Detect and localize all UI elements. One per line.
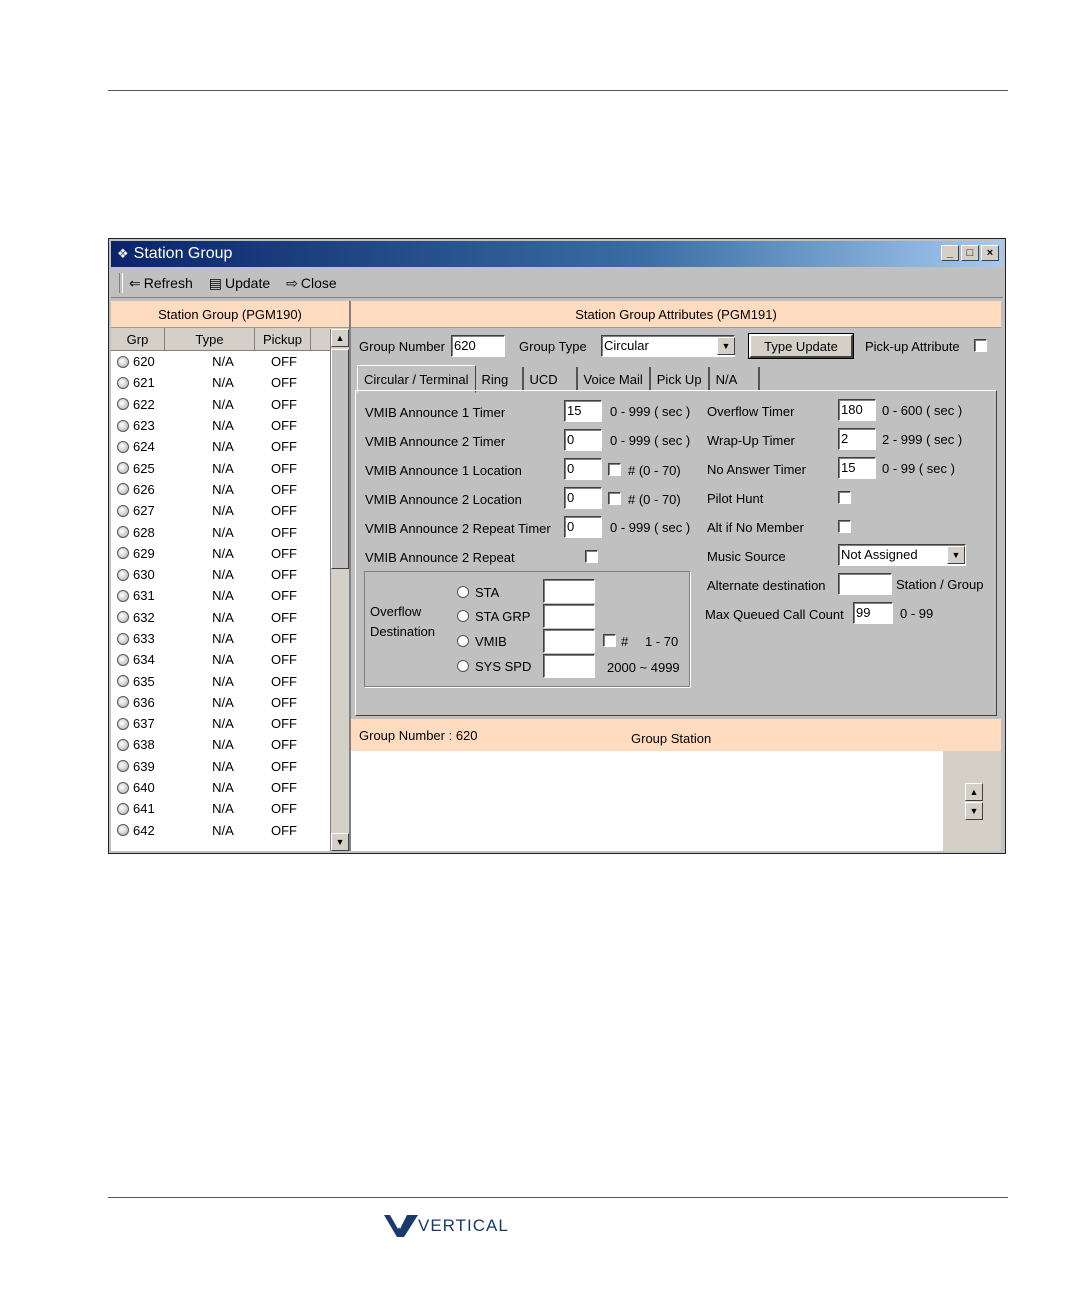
grp-cell <box>111 674 195 689</box>
table-row[interactable] <box>111 564 329 585</box>
grp-cell <box>111 801 195 816</box>
pickup-cell: OFF <box>271 652 297 668</box>
group-icon <box>117 398 129 410</box>
grp-value: 624 <box>133 439 155 455</box>
overflow-label: Overflow <box>370 604 422 619</box>
grp-cell <box>111 375 195 390</box>
overflow-vmib-range: 1 - 70 <box>645 634 679 649</box>
table-row[interactable] <box>111 756 329 777</box>
table-row[interactable] <box>111 585 329 606</box>
overflow-vmib-input[interactable] <box>543 629 595 653</box>
group-icon <box>117 611 129 623</box>
pickup-cell: OFF <box>271 503 297 519</box>
tab-na[interactable]: N/A <box>710 367 760 391</box>
grp-value: 635 <box>133 673 155 689</box>
group-station-title: Group Station <box>631 731 712 746</box>
group-icon <box>117 739 129 751</box>
table-row[interactable] <box>111 500 329 521</box>
group-type-label: Group Type <box>519 339 587 354</box>
vmib1-timer-input[interactable]: 15 <box>564 400 602 422</box>
vmib1-location-input[interactable]: 0 <box>564 458 602 480</box>
grp-value: 634 <box>133 652 155 668</box>
type-cell: N/A <box>212 545 234 561</box>
music-source-label: Music Source <box>707 549 786 564</box>
minimize-button[interactable]: _ <box>941 245 959 261</box>
back-arrow-icon: ⇐ <box>129 274 141 291</box>
type-cell: N/A <box>212 716 234 732</box>
vertical-logo <box>384 1215 509 1237</box>
vmib2-location-checkbox[interactable] <box>608 492 621 505</box>
overflow-sys-spd-input[interactable] <box>543 654 595 678</box>
grp-cell <box>111 461 195 476</box>
group-station-list[interactable] <box>351 751 943 851</box>
grp-value: 642 <box>133 822 155 838</box>
vmib2-timer-input[interactable]: 0 <box>564 429 602 451</box>
group-icon <box>117 675 129 687</box>
pickup-cell: OFF <box>271 567 297 583</box>
type-cell: N/A <box>212 780 234 796</box>
grp-value: 632 <box>133 609 155 625</box>
title-bar[interactable] <box>111 241 1003 267</box>
alternate-destination-suffix: Station / Group <box>896 577 984 592</box>
table-row[interactable] <box>111 479 329 500</box>
refresh-label: Refresh <box>143 275 193 291</box>
overflow-sta-grp-radio[interactable] <box>457 610 469 622</box>
type-cell: N/A <box>212 524 234 540</box>
table-row[interactable] <box>111 415 329 436</box>
pickup-cell: OFF <box>271 780 297 796</box>
station-group-list-panel <box>111 301 351 851</box>
table-row[interactable] <box>111 457 329 478</box>
pickup-cell: OFF <box>271 673 297 689</box>
type-cell: N/A <box>212 567 234 583</box>
wrapup-timer-range: 2 - 999 ( sec ) <box>882 432 963 447</box>
close-doc-icon: ⇨ <box>286 274 298 291</box>
grp-value: 639 <box>133 758 155 774</box>
pickup-cell: OFF <box>271 460 297 476</box>
pilot-hunt-label: Pilot Hunt <box>707 491 764 506</box>
overflow-sta-radio[interactable] <box>457 586 469 598</box>
scroll-up-arrow-icon[interactable]: ▲ <box>331 329 349 347</box>
pickup-cell: OFF <box>271 481 297 497</box>
max-queued-range: 0 - 99 <box>900 606 934 621</box>
type-cell: N/A <box>212 375 234 391</box>
group-icon <box>117 569 129 581</box>
pickup-cell: OFF <box>271 737 297 753</box>
app-icon: ❖ <box>117 246 129 261</box>
attributes-title: Station Group Attributes (PGM191) <box>351 301 1001 328</box>
pickup-attribute-checkbox[interactable] <box>974 339 987 352</box>
pickup-attribute-label: Pick-up Attribute <box>865 339 960 354</box>
pickup-cell: OFF <box>271 545 297 561</box>
grp-cell <box>111 418 195 433</box>
vmib2-repeat-timer-input[interactable]: 0 <box>564 516 602 538</box>
group-icon <box>117 590 129 602</box>
group-icon <box>117 441 129 453</box>
overflow-sys-spd-label: SYS SPD <box>475 659 532 674</box>
vmib2-timer-range: 0 - 999 ( sec ) <box>610 433 691 448</box>
group-type-select[interactable] <box>601 335 735 357</box>
type-cell: N/A <box>212 460 234 476</box>
type-cell: N/A <box>212 822 234 838</box>
group-station-number: Group Number : 620 <box>359 728 478 743</box>
col-grp[interactable]: Grp <box>111 328 165 350</box>
type-cell: N/A <box>212 631 234 646</box>
station-group-attributes-panel <box>351 301 1001 851</box>
pickup-cell: OFF <box>271 396 297 412</box>
group-icon <box>117 420 129 432</box>
grp-cell <box>111 525 195 540</box>
maximize-button[interactable]: □ <box>961 245 979 261</box>
tab-circular-terminal[interactable]: Circular / Terminal <box>357 365 476 393</box>
alternate-destination-label: Alternate destination <box>707 578 826 593</box>
grp-value: 620 <box>133 354 155 370</box>
vertical-logo-icon <box>384 1215 418 1237</box>
overflow-sta-input[interactable] <box>543 579 595 603</box>
close-label: Close <box>300 275 337 291</box>
group-icon <box>117 356 129 368</box>
type-cell: N/A <box>212 801 234 817</box>
type-cell: N/A <box>212 439 234 455</box>
grp-value: 628 <box>133 524 155 540</box>
group-icon <box>117 803 129 815</box>
col-type[interactable]: Type <box>165 328 255 350</box>
music-source-dropdown-icon[interactable]: ▼ <box>947 546 965 564</box>
type-cell: N/A <box>212 673 234 689</box>
vmib1-location-range: # (0 - 70) <box>628 463 681 478</box>
destination-label: Destination <box>370 624 436 639</box>
alternate-destination-input[interactable] <box>838 573 892 595</box>
update-button[interactable] <box>209 275 270 292</box>
grp-cell <box>111 482 195 497</box>
grp-cell <box>111 716 195 731</box>
grp-value: 621 <box>133 375 155 391</box>
table-row[interactable] <box>111 820 329 841</box>
vmib2-repeat-timer-range: 0 - 999 ( sec ) <box>610 520 691 535</box>
type-update-button[interactable]: Type Update <box>749 334 853 358</box>
table-row[interactable] <box>111 777 329 798</box>
col-pickup[interactable]: Pickup <box>255 328 311 350</box>
vmib2-repeat-timer-label: VMIB Announce 2 Repeat Timer <box>365 521 551 536</box>
pickup-cell: OFF <box>271 716 297 732</box>
vmib2-location-label: VMIB Announce 2 Location <box>365 492 522 507</box>
group-icon <box>117 633 129 645</box>
grp-value: 626 <box>133 481 155 497</box>
grp-cell <box>111 780 195 795</box>
grp-cell <box>111 610 195 625</box>
table-row[interactable] <box>111 713 329 734</box>
list-scrollbar[interactable] <box>330 329 349 851</box>
no-answer-timer-range: 0 - 99 ( sec ) <box>882 461 955 476</box>
station-group-window <box>108 238 1006 854</box>
grp-value: 629 <box>133 545 155 561</box>
group-icon <box>117 505 129 517</box>
type-cell: N/A <box>212 609 234 625</box>
type-cell: N/A <box>212 694 234 710</box>
max-queued-label: Max Queued Call Count <box>705 607 844 622</box>
group-icon <box>117 462 129 474</box>
vmib2-repeat-checkbox[interactable] <box>585 550 598 563</box>
station-group-rows <box>111 351 329 851</box>
overflow-vmib-hash: # <box>621 634 629 649</box>
pickup-cell: OFF <box>271 694 297 710</box>
pickup-cell: OFF <box>271 609 297 625</box>
type-cell: N/A <box>212 354 234 370</box>
pickup-cell: OFF <box>271 822 297 838</box>
overflow-vmib-radio[interactable] <box>457 635 469 647</box>
overflow-timer-range: 0 - 600 ( sec ) <box>882 403 963 418</box>
grp-cell <box>111 397 195 412</box>
alt-no-member-label: Alt if No Member <box>707 520 804 535</box>
grp-cell <box>111 652 195 667</box>
update-icon: ▤ <box>208 274 222 291</box>
station-group-list-title: Station Group (PGM190) <box>111 301 349 328</box>
type-cell: N/A <box>212 588 234 604</box>
group-station-spinner <box>943 751 1001 851</box>
spin-down-arrow-icon[interactable]: ▼ <box>965 802 983 820</box>
refresh-button[interactable] <box>129 275 193 292</box>
grp-value: 631 <box>133 588 155 604</box>
grp-cell <box>111 588 195 603</box>
overflow-sta-label: STA <box>475 585 500 600</box>
pickup-cell: OFF <box>271 375 297 391</box>
grp-cell <box>111 546 195 561</box>
pickup-cell: OFF <box>271 439 297 455</box>
spin-up-arrow-icon[interactable]: ▲ <box>965 783 983 801</box>
pickup-cell: OFF <box>271 524 297 540</box>
attribute-tabs <box>357 367 760 391</box>
grp-value: 625 <box>133 460 155 476</box>
vmib2-timer-label: VMIB Announce 2 Timer <box>365 434 506 449</box>
type-cell: N/A <box>212 652 234 668</box>
vmib2-repeat-label: VMIB Announce 2 Repeat <box>365 550 515 565</box>
group-icon <box>117 377 129 389</box>
grp-value: 638 <box>133 737 155 753</box>
type-cell: N/A <box>212 418 234 434</box>
type-cell: N/A <box>212 737 234 753</box>
grp-value: 622 <box>133 396 155 412</box>
group-number-input[interactable]: 620 <box>451 335 505 357</box>
overflow-sta-grp-input[interactable] <box>543 604 595 628</box>
table-row[interactable] <box>111 670 329 691</box>
vmib1-timer-range: 0 - 999 ( sec ) <box>610 404 691 419</box>
overflow-sta-grp-label: STA GRP <box>475 609 531 624</box>
vmib2-location-range: # (0 - 70) <box>628 492 681 507</box>
overflow-destination-group <box>364 571 690 687</box>
tab-pick-up[interactable]: Pick Up <box>651 367 710 391</box>
overflow-vmib-label: VMIB <box>475 634 507 649</box>
table-row[interactable] <box>111 372 329 393</box>
grp-cell <box>111 631 195 646</box>
grp-cell <box>111 737 195 752</box>
vmib1-location-label: VMIB Announce 1 Location <box>365 463 522 478</box>
tab-ring[interactable]: Ring <box>476 367 524 391</box>
grp-value: 641 <box>133 801 155 817</box>
group-icon <box>117 696 129 708</box>
table-row[interactable] <box>111 521 329 542</box>
grp-value: 630 <box>133 567 155 583</box>
type-cell: N/A <box>212 396 234 412</box>
wrapup-timer-label: Wrap-Up Timer <box>707 433 795 448</box>
table-row[interactable] <box>111 628 329 649</box>
table-row[interactable] <box>111 436 329 457</box>
vmib1-location-checkbox[interactable] <box>608 463 621 476</box>
grp-cell <box>111 503 195 518</box>
overflow-timer-label: Overflow Timer <box>707 404 795 419</box>
grp-value: 640 <box>133 780 155 796</box>
pickup-cell: OFF <box>271 418 297 434</box>
group-icon <box>117 824 129 836</box>
group-type-dropdown-icon[interactable]: ▼ <box>717 337 735 355</box>
overflow-sys-spd-radio[interactable] <box>457 660 469 672</box>
window-title: Station Group <box>133 245 233 262</box>
table-row[interactable] <box>111 543 329 564</box>
group-icon <box>117 483 129 495</box>
group-icon <box>117 782 129 794</box>
group-icon <box>117 654 129 666</box>
grp-cell <box>111 354 195 369</box>
group-station-header <box>351 719 1001 751</box>
group-icon <box>117 760 129 772</box>
overflow-timer-input[interactable]: 180 <box>838 399 876 421</box>
header-rule <box>108 90 1008 91</box>
vertical-logo-text: VERTICAL <box>418 1216 509 1235</box>
close-button[interactable] <box>286 275 337 292</box>
footer-rule <box>108 1197 1008 1198</box>
grp-value: 633 <box>133 631 155 646</box>
pickup-cell: OFF <box>271 354 297 370</box>
grp-cell <box>111 567 195 582</box>
group-icon <box>117 547 129 559</box>
list-column-header <box>111 328 349 351</box>
alt-no-member-checkbox[interactable] <box>838 520 851 533</box>
scroll-down-arrow-icon[interactable]: ▼ <box>331 833 349 851</box>
table-row[interactable] <box>111 649 329 670</box>
grp-cell <box>111 695 195 710</box>
grp-value: 627 <box>133 503 155 519</box>
table-row[interactable] <box>111 734 329 755</box>
grp-cell <box>111 439 195 454</box>
grp-cell <box>111 759 195 774</box>
pickup-cell: OFF <box>271 758 297 774</box>
tab-ucd[interactable]: UCD <box>524 367 578 391</box>
overflow-vmib-checkbox[interactable] <box>603 634 616 647</box>
grp-cell <box>111 823 195 838</box>
no-answer-timer-label: No Answer Timer <box>707 462 806 477</box>
grp-value: 636 <box>133 694 155 710</box>
group-type-value: Circular <box>604 338 649 353</box>
scroll-thumb[interactable] <box>331 349 349 569</box>
group-icon <box>117 718 129 730</box>
wrapup-timer-input[interactable]: 2 <box>838 428 876 450</box>
overflow-sys-spd-range: 2000 ~ 4999 <box>607 660 680 675</box>
pilot-hunt-checkbox[interactable] <box>838 491 851 504</box>
type-cell: N/A <box>212 758 234 774</box>
group-icon <box>117 526 129 538</box>
music-source-value: Not Assigned <box>841 547 918 562</box>
grp-value: 637 <box>133 716 155 732</box>
vmib1-timer-label: VMIB Announce 1 Timer <box>365 405 506 420</box>
table-row[interactable] <box>111 351 329 372</box>
max-queued-input[interactable]: 99 <box>853 602 893 624</box>
update-label: Update <box>225 275 271 291</box>
tab-content <box>355 390 997 716</box>
table-row[interactable] <box>111 798 329 819</box>
toolbar-grip <box>119 273 123 293</box>
type-cell: N/A <box>212 503 234 519</box>
table-row[interactable] <box>111 394 329 415</box>
table-row[interactable] <box>111 607 329 628</box>
table-row[interactable] <box>111 692 329 713</box>
type-cell: N/A <box>212 481 234 497</box>
group-number-label: Group Number <box>359 339 445 354</box>
toolbar <box>111 269 1003 298</box>
vmib2-location-input[interactable]: 0 <box>564 487 602 509</box>
no-answer-timer-input[interactable]: 15 <box>838 457 876 479</box>
pickup-cell: OFF <box>271 588 297 604</box>
tab-voice-mail[interactable]: Voice Mail <box>578 367 651 391</box>
pickup-cell: OFF <box>271 801 297 817</box>
grp-value: 623 <box>133 418 155 434</box>
pickup-cell: OFF <box>271 631 297 646</box>
close-window-button[interactable]: × <box>981 245 999 261</box>
